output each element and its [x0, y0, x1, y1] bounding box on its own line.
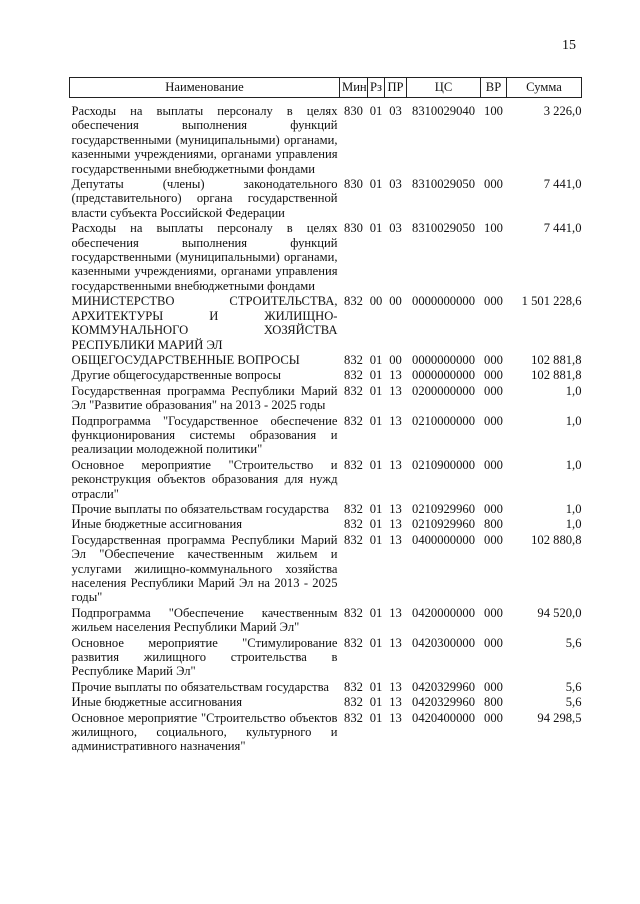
cell-sum: 5,6: [565, 679, 582, 694]
cell-name: Другие общегосударственные вопросы: [71, 368, 281, 383]
cell-pr: 00: [389, 294, 402, 309]
cell-min: 832: [344, 294, 363, 309]
cell-sum: 1,0: [565, 457, 582, 472]
header-pr: ПР: [385, 78, 407, 98]
cell-vr: 000: [484, 710, 503, 725]
cell-name: Основное мероприятие "Строительство и реконструкция объектов образования для нужд отрасли": [71, 457, 338, 501]
table-header-row: [70, 78, 582, 98]
cell-vr: 000: [484, 457, 503, 472]
cell-name: Депутаты (члены) законодательного (представительного) органа государственной власти субъекта Российской Федерации: [71, 177, 338, 220]
cell-rz: 01: [369, 177, 383, 192]
cell-min: 830: [344, 221, 363, 236]
cell-vr: 800: [484, 695, 503, 710]
cell-cs: 0000000000: [412, 352, 475, 367]
cell-cs: 0420000000: [412, 605, 475, 620]
cell-cs: 8310029050: [412, 221, 475, 236]
cell-pr: 00: [389, 352, 402, 367]
cell-min: 832: [344, 695, 363, 710]
cell-sum: 3 226,0: [543, 104, 582, 118]
cell-pr: 03: [389, 221, 402, 236]
table-row: [70, 679, 582, 694]
cell-vr: 000: [484, 352, 503, 367]
cell-name: МИНИСТЕРСТВО СТРОИТЕЛЬСТВА, АРХИТЕКТУРЫ И ЖИЛИЩНО-КОММУНАЛЬНОГО ХОЗЯЙСТВА РЕСПУБЛИКИ МАРИЙ ЭЛ: [71, 294, 338, 352]
cell-min: 832: [344, 679, 363, 694]
header-cs: ЦС: [407, 78, 481, 98]
cell-rz: 01: [369, 457, 383, 472]
cell-cs: 8310029040: [412, 104, 475, 118]
cell-cs: 0210000000: [412, 413, 475, 428]
table-row: [70, 710, 582, 754]
cell-vr: 800: [484, 517, 503, 532]
table-row: [70, 501, 582, 516]
cell-rz: 01: [369, 501, 383, 516]
cell-pr: 13: [389, 457, 402, 472]
cell-sum: 1,0: [565, 413, 582, 428]
cell-rz: 01: [369, 635, 383, 650]
cell-min: 830: [344, 177, 363, 192]
header-vr: ВР: [481, 78, 507, 98]
cell-min: 832: [344, 532, 363, 547]
table-row: [70, 103, 582, 176]
cell-rz: 01: [369, 413, 383, 428]
table-row: [70, 293, 582, 352]
cell-name: ОБЩЕГОСУДАРСТВЕННЫЕ ВОПРОСЫ: [71, 352, 300, 367]
page-number: 15: [562, 38, 576, 53]
table-body: [70, 98, 582, 754]
cell-rz: 01: [369, 532, 383, 547]
cell-sum: 94 298,5: [537, 710, 582, 725]
cell-cs: 0420329960: [412, 695, 475, 710]
cell-cs: 0210900000: [412, 457, 475, 472]
cell-min: 832: [344, 501, 363, 516]
cell-name: Иные бюджетные ассигнования: [71, 517, 243, 532]
cell-cs: 0210929960: [412, 501, 475, 516]
cell-cs: 8310029050: [412, 177, 475, 192]
header-rz: Рз: [368, 78, 385, 98]
cell-vr: 000: [484, 635, 503, 650]
cell-rz: 01: [369, 221, 383, 236]
cell-name: Основное мероприятие "Строительство объектов жилищного, социального, культурного и административного назначения": [71, 710, 338, 754]
cell-vr: 000: [484, 605, 503, 620]
cell-rz: 01: [369, 383, 383, 398]
cell-vr: 000: [484, 501, 503, 516]
cell-min: 832: [344, 605, 363, 620]
cell-pr: 13: [389, 383, 402, 398]
cell-sum: 1,0: [565, 383, 582, 398]
cell-min: 832: [344, 710, 363, 725]
cell-min: 830: [344, 104, 363, 118]
cell-cs: 0420400000: [412, 710, 475, 725]
cell-name: Прочие выплаты по обязательствам государства: [71, 501, 329, 516]
cell-min: 832: [344, 413, 363, 428]
cell-name: Иные бюджетные ассигнования: [71, 695, 243, 710]
cell-cs: 0210929960: [412, 517, 475, 532]
cell-cs: 0420329960: [412, 679, 475, 694]
cell-cs: 0400000000: [412, 532, 475, 547]
cell-sum: 1,0: [565, 501, 582, 516]
cell-pr: 13: [389, 605, 402, 620]
cell-pr: 03: [389, 177, 402, 192]
cell-pr: 13: [389, 517, 402, 532]
table-row: [70, 367, 582, 382]
cell-cs: 0000000000: [412, 294, 475, 309]
cell-name: Государственная программа Республики Марий Эл "Развитие образования" на 2013 - 2025 годы: [71, 383, 338, 413]
cell-pr: 13: [389, 635, 402, 650]
cell-min: 832: [344, 517, 363, 532]
cell-vr: 000: [484, 294, 503, 309]
cell-pr: 13: [389, 368, 402, 383]
cell-cs: 0000000000: [412, 368, 475, 383]
cell-name: Подпрограмма "Государственное обеспечение функционирования системы образования и реализации молодежной политики": [71, 413, 338, 457]
cell-vr: 000: [484, 383, 503, 398]
table-row: [70, 605, 582, 635]
cell-pr: 13: [389, 695, 402, 710]
cell-rz: 01: [369, 710, 383, 725]
cell-min: 832: [344, 635, 363, 650]
table-row: [70, 635, 582, 679]
cell-sum: 1,0: [565, 517, 582, 532]
cell-min: 832: [344, 368, 363, 383]
cell-vr: 000: [484, 532, 503, 547]
cell-vr: 100: [484, 104, 503, 118]
table-row: [70, 176, 582, 220]
cell-cs: 0200000000: [412, 383, 475, 398]
cell-vr: 000: [484, 368, 503, 383]
cell-sum: 5,6: [565, 635, 582, 650]
cell-pr: 13: [389, 679, 402, 694]
cell-rz: 01: [369, 368, 383, 383]
cell-rz: 01: [369, 695, 383, 710]
cell-rz: 01: [369, 517, 383, 532]
cell-sum: 102 881,8: [531, 368, 582, 383]
cell-vr: 000: [484, 679, 503, 694]
cell-name: Основное мероприятие "Стимулирование развития жилищного строительства в Республике Марий Эл": [71, 635, 338, 679]
cell-rz: 01: [369, 352, 383, 367]
cell-pr: 13: [389, 413, 402, 428]
table-row: [70, 694, 582, 709]
cell-rz: 00: [369, 294, 383, 309]
cell-pr: 13: [389, 710, 402, 725]
cell-min: 832: [344, 352, 363, 367]
header-sum: Сумма: [507, 78, 582, 98]
cell-sum: 102 880,8: [531, 532, 582, 547]
table-row: [70, 383, 582, 413]
cell-sum: 102 881,8: [531, 352, 582, 367]
cell-sum: 7 441,0: [543, 177, 582, 192]
cell-name: Расходы на выплаты персоналу в целях обеспечения выполнения функций государственными (муниципальными) органами, казенными учреждениями, органами управления государственными внебюджетными фондами: [71, 104, 338, 176]
budget-table: [69, 77, 582, 754]
cell-sum: 5,6: [565, 695, 582, 710]
cell-sum: 94 520,0: [537, 605, 582, 620]
cell-sum: 1 501 228,6: [521, 294, 582, 309]
cell-name: Подпрограмма "Обеспечение качественным жильем населения Республики Марий Эл": [71, 605, 338, 635]
table-row: [70, 413, 582, 457]
table-row: [70, 352, 582, 367]
cell-sum: 7 441,0: [543, 221, 582, 236]
header-name: Наименование: [70, 78, 340, 98]
cell-pr: 13: [389, 532, 402, 547]
cell-cs: 0420300000: [412, 635, 475, 650]
cell-vr: 100: [484, 221, 503, 236]
cell-pr: 03: [389, 104, 402, 118]
table-row: [70, 516, 582, 531]
cell-rz: 01: [369, 605, 383, 620]
table-row: [70, 457, 582, 501]
cell-pr: 13: [389, 501, 402, 516]
cell-rz: 01: [369, 104, 383, 118]
table-row: [70, 220, 582, 293]
cell-name: Государственная программа Республики Марий Эл "Обеспечение качественным жильем и услугами жилищно-коммунального хозяйства населения Республики Марий Эл на 2013 - 2025 годы": [71, 532, 338, 605]
cell-min: 832: [344, 457, 363, 472]
cell-min: 832: [344, 383, 363, 398]
cell-vr: 000: [484, 413, 503, 428]
table-row: [70, 532, 582, 605]
cell-name: Расходы на выплаты персоналу в целях обеспечения выполнения функций государственными (муниципальными) органами, казенными учреждениями, органами управления государственными внебюджетными фондами: [71, 221, 338, 293]
cell-name: Прочие выплаты по обязательствам государства: [71, 679, 329, 694]
cell-rz: 01: [369, 679, 383, 694]
cell-vr: 000: [484, 177, 503, 192]
header-min: Мин: [340, 78, 368, 98]
